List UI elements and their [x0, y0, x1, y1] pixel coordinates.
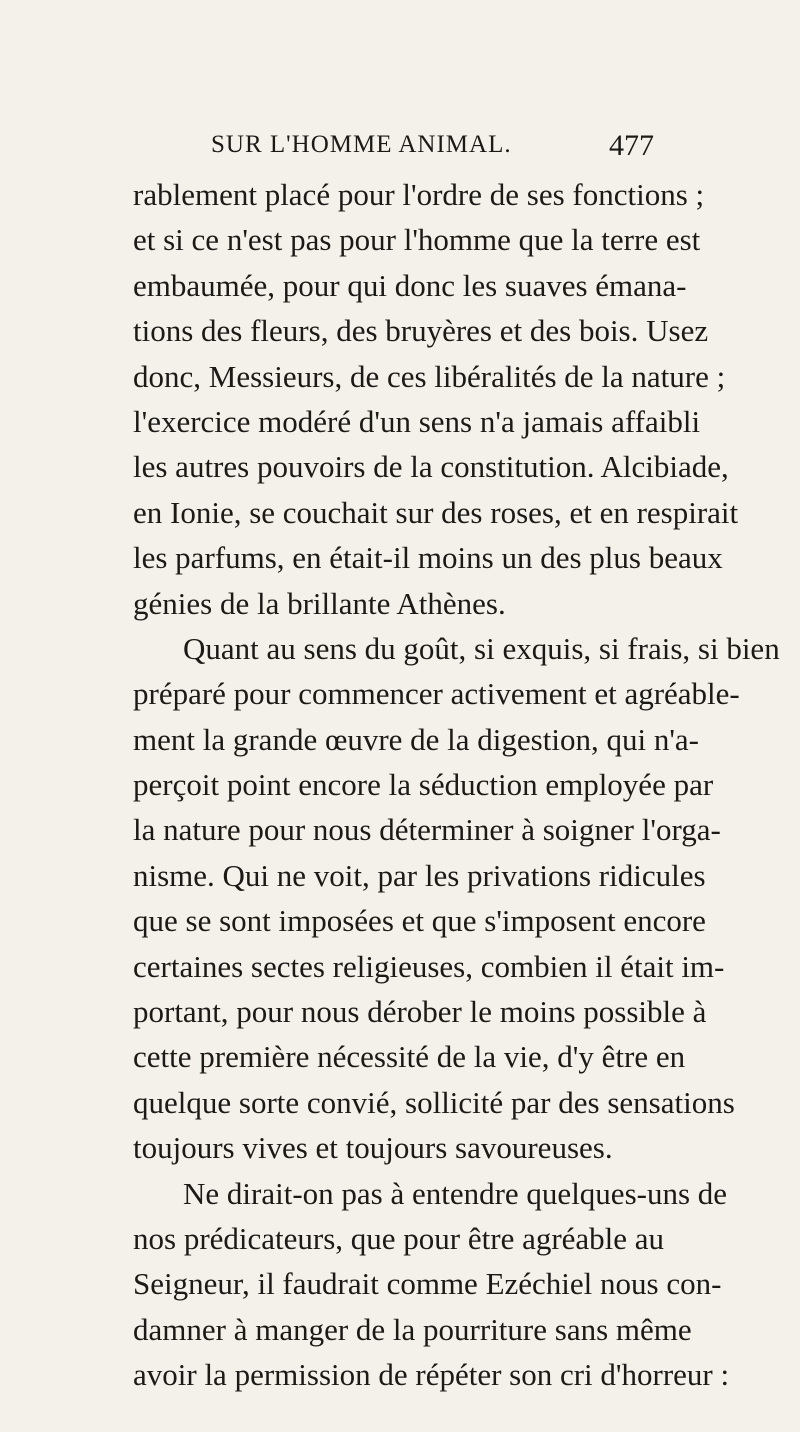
text-line: donc, Messieurs, de ces libéralités de la nature ; [133, 358, 726, 394]
text-line: embaumée, pour qui donc les suaves émana- [133, 267, 687, 303]
body-text [133, 172, 780, 1398]
text-line: Seigneur, il faudrait comme Ezéchiel nous con- [133, 1266, 722, 1302]
text-line: nos prédicateurs, que pour être agréable au [133, 1220, 665, 1256]
text-line: les autres pouvoirs de la constitution. Alcibiade, [133, 449, 729, 485]
text-line: tions des fleurs, des bruyères et des bois. Usez [133, 313, 709, 349]
text-line: avoir la permission de répéter son cri d'horreur : [133, 1357, 730, 1393]
text-line: l'exercice modéré d'un sens n'a jamais affaibli [133, 403, 701, 439]
text-line: cette première nécessité de la vie, d'y être en [133, 1039, 686, 1075]
text-line: certaines sectes religieuses, combien il était im- [133, 948, 725, 984]
text-line: en Ionie, se couchait sur des roses, et en respirait [133, 494, 739, 530]
paragraph-end-line: génies de la brillante Athènes. [133, 585, 506, 621]
text-line: nisme. Qui ne voit, par les privations ridicules [133, 857, 706, 893]
text-line: préparé pour commencer activement et agréable- [133, 676, 740, 712]
text-line: la nature pour nous déterminer à soigner l'orga- [133, 812, 721, 848]
text-line: ment la grande œuvre de la digestion, qui n'a- [133, 721, 699, 757]
paragraph-start-line: Quant au sens du goût, si exquis, si frais, si bien [183, 630, 780, 666]
running-title: SUR L'HOMME ANIMAL. [211, 131, 512, 158]
text-line: les parfums, en était-il moins un des plus beaux [133, 540, 723, 576]
text-line: perçoit point encore la séduction employée par [133, 767, 714, 803]
text-line: portant, pour nous dérober le moins possible à [133, 994, 707, 1030]
paragraph-end-line: toujours vives et toujours savoureuses. [133, 1130, 613, 1166]
running-header [0, 131, 800, 165]
text-line: que se sont imposées et que s'imposent encore [133, 903, 706, 939]
text-line: damner à manger de la pourriture sans même [133, 1311, 692, 1347]
text-line: quelque sorte convié, sollicité par des sensations [133, 1084, 735, 1120]
text-line: et si ce n'est pas pour l'homme que la terre est [133, 222, 701, 258]
paragraph-start-line: Ne dirait-on pas à entendre quelques-uns de [183, 1175, 728, 1211]
text-line: rablement placé pour l'ordre de ses fonctions ; [133, 177, 705, 212]
page-number: 477 [609, 129, 654, 162]
